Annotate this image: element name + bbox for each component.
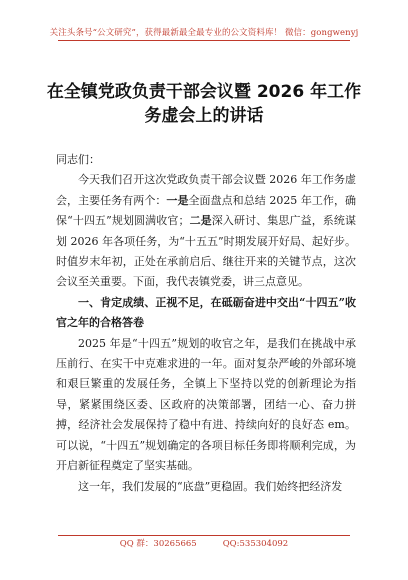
intro-emphasis-first: 一是 bbox=[166, 193, 189, 207]
title-line-2: 务虚会上的讲话 bbox=[144, 106, 264, 126]
section-heading-1: 一、肯定成绩、正视不足，在砥砺奋进中交出“十四五”收官之年的合格答卷 bbox=[56, 295, 356, 330]
paragraph-review: 2025 年是“十四五”规划的收官之年，是我们在挑战中承压前行、在实干中克难求进的一年。面对复杂严峻的外部环境和艰巨繁重的发展任务，全镇上下坚持以党的创新理论为指导，紧紧围绕区委、区政府的决策部署，团结一心、奋力拼搏，经济社会发展保持了稳中有进、持续向好的良好态 em。可以说，“十四五”规划确定的各项目标任务即将顺利完成，为开启新征程奠定了坚实基础。 bbox=[56, 336, 356, 473]
paragraph-foundation: 这一年，我们发展的“底盘”更稳固。我们始终把经济发 bbox=[78, 479, 343, 493]
footer-qq-group: QQ 群：30265665 bbox=[119, 539, 197, 549]
intro-text-c: 全面盘点和总结 2025 年工作，确保“十四五”规划圆满收官； bbox=[56, 193, 357, 228]
salutation: 同志们： bbox=[56, 153, 100, 166]
footer-contact bbox=[0, 537, 408, 549]
header-banner: 关注头条号“公文研究”，获得最新最全最专业的公文资料库！ 微信：gongwenyj bbox=[49, 28, 359, 38]
document-title bbox=[40, 80, 368, 128]
document-body bbox=[56, 150, 356, 497]
footer-qq: QQ:535304092 bbox=[222, 539, 289, 549]
footer-divider bbox=[58, 535, 350, 536]
header-divider bbox=[58, 40, 350, 41]
paragraph-intro bbox=[56, 170, 356, 292]
intro-text-a: 今天我们召开这次党政负责干部会议暨 2026 年工作务虚会，主要任务有两个： bbox=[56, 173, 356, 207]
title-line-1: 在全镇党政负责干部会议暨 2026 年工作 bbox=[46, 82, 362, 102]
intro-emphasis-second: 二是 bbox=[189, 214, 212, 228]
intro-text-e: 深入研讨、集思广益，系统谋划 2026 年各项任务，为“十五五”时期发展开好局、起好步。时值岁末年初，正处在承前启后、继往开来的关键节点，这次会议至关重要。下面，我代表镇党委，讲三点意见。 bbox=[56, 214, 357, 289]
